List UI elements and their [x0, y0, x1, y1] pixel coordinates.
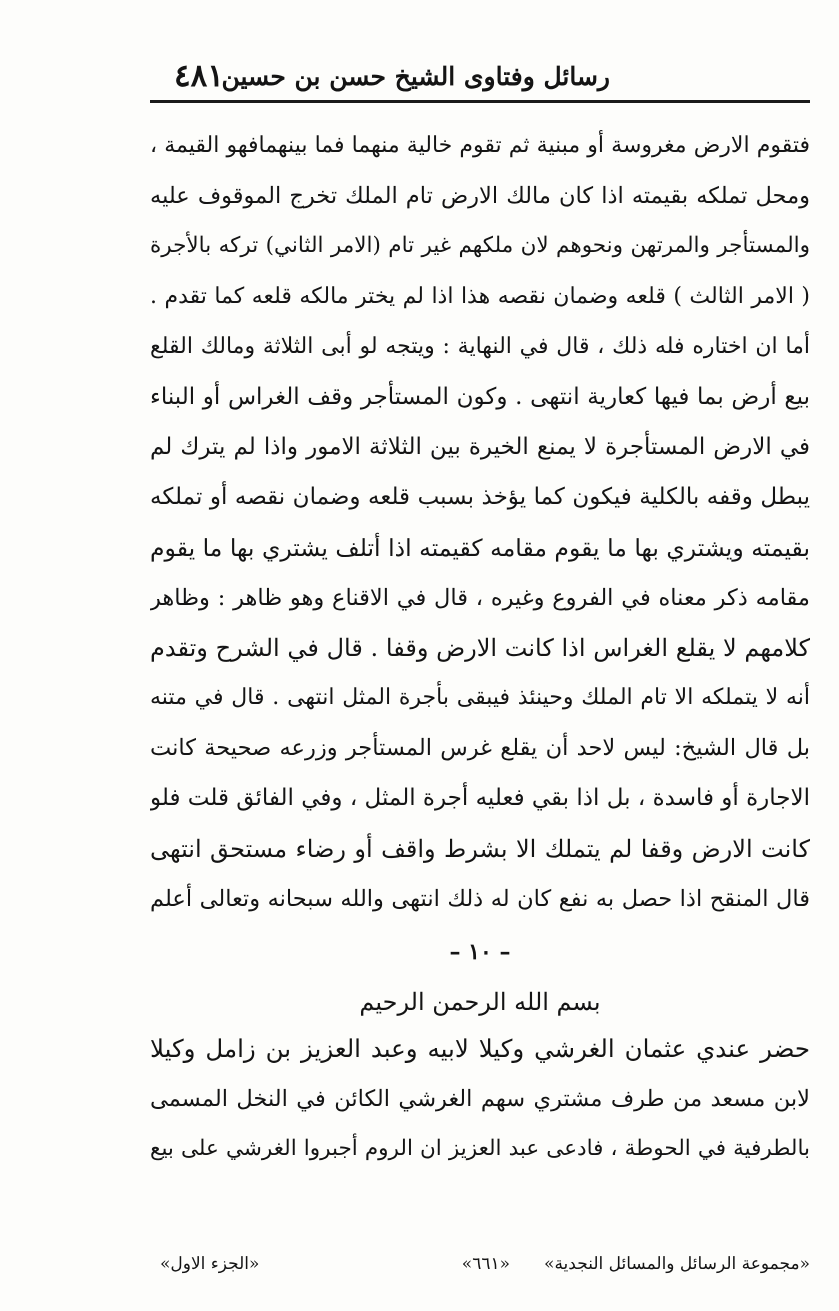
page-footer: [150, 1254, 810, 1284]
paragraph-2: [150, 1024, 810, 1175]
footer-series-title: «مجموعة الرسائل والمسائل النجدية»: [544, 1254, 810, 1274]
page-number: ٤٨١: [174, 58, 224, 94]
text-line: بيع أرض بما فيها كعارية انتهى . وكون المستأجر وقف الغراس أو البناء: [150, 383, 810, 410]
text-line: أنه لا يتملكه الا تام الملك وحينئذ فيبقى بأجرة المثل انتهى . قال في متنه: [150, 685, 810, 711]
text-line: في الارض المستأجرة لا يمنع الخيرة بين الثلاثة الامور واذا لم يترك لم: [150, 434, 810, 461]
footer-volume: «الجزء الاول»: [160, 1254, 260, 1274]
text-line: لابن مسعد من طرف مشتري سهم الغرشي الكائن في النخل المسمى: [150, 1086, 810, 1113]
text-line: بقيمته ويشتري بها ما يقوم مقامه كقيمته اذا أتلف يشتري بها ما يقوم: [150, 533, 810, 562]
text-line: كانت الارض وقفا لم يتملك الا بشرط واقف أو رضاء مستحق انتهى: [150, 834, 810, 863]
text-line: ومحل تملكه بقيمته اذا كان مالك الارض تام الملك تخرج الموقوف عليه: [150, 183, 810, 210]
text-line: فتقوم الارض مغروسة أو مبنية ثم تقوم خالية منهما فما بينهمافهو القيمة ،: [150, 133, 810, 158]
text-line: يبطل وقفه بالكلية فيكون كما يؤخذ بسبب قلعه وضمان نقصه أو تملكه: [150, 484, 810, 511]
footer-page-number: «٦٦١»: [461, 1254, 510, 1274]
text-line: حضر عندي عثمان الغرشي وكيلا لابيه وعبد العزيز بن زامل وكيلا: [150, 1034, 810, 1063]
text-line: بل قال الشيخ: ليس لاحد أن يقلع غرس المستأجر وزرعه صحيحة كانت: [150, 735, 810, 762]
text-line: أما ان اختاره فله ذلك ، قال في النهاية : ويتجه لو أبى الثلاثة ومالك القلع: [150, 333, 810, 359]
section-number: – ١٠ –: [449, 939, 511, 965]
document-page: [150, 56, 810, 1296]
running-title: رسائل وفتاوى الشيخ حسن بن حسين: [221, 62, 610, 91]
text-line: مقامه ذكر معناه في الفروع وغيره ، قال في الاقناع وهو ظاهر : وظاهر: [150, 584, 810, 611]
page-body: [150, 121, 810, 1175]
text-line: بالطرفية في الحوطة ، فادعى عبد العزيز ان الروم أجبروا الغرشي على بيع: [150, 1136, 810, 1162]
basmala: بسم الله الرحمن الرحيم: [359, 988, 601, 1016]
page-header: [150, 56, 810, 103]
text-line: ( الامر الثالث ) قلعه وضمان نقصه هذا اذا لم يختر مالكه قلعه كما تقدم .: [150, 283, 810, 309]
paragraph-1: [150, 121, 810, 924]
text-line: والمستأجر والمرتهن ونحوهم لان ملكهم غير تام (الامر الثاني) تركه بالأجرة: [150, 233, 810, 259]
text-line: كلامهم لا يقلع الغراس اذا كانت الارض وقفا . قال في الشرح وتقدم: [150, 633, 810, 662]
text-line: الاجارة أو فاسدة ، بل اذا بقي فعليه أجرة المثل ، وفي الفائق قلت فلو: [150, 785, 810, 812]
text-line: قال المنقح اذا حصل به نفع كان له ذلك انتهى والله سبحانه وتعالى أعلم: [150, 885, 810, 912]
